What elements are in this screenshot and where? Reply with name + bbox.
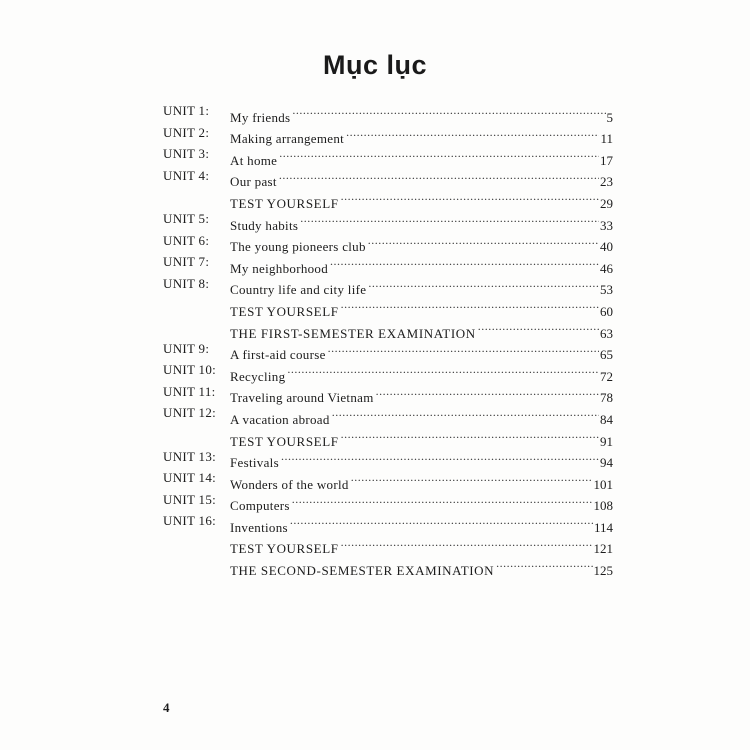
toc-row xyxy=(163,553,613,579)
toc-row xyxy=(163,338,613,363)
toc-row xyxy=(163,402,613,427)
toc-dot-leader xyxy=(292,100,605,122)
toc-page-number: 33 xyxy=(600,217,613,233)
toc-row xyxy=(163,294,613,319)
toc-page-number: 94 xyxy=(600,455,613,471)
toc-row xyxy=(163,143,613,168)
toc-page-number: 11 xyxy=(600,131,613,147)
toc-page-number: 23 xyxy=(600,174,613,190)
toc-unit-label: UNIT 10: xyxy=(163,362,217,378)
toc-unit-label: UNIT 16: xyxy=(163,513,217,529)
toc-entry-title: A vacation abroad xyxy=(230,411,330,427)
toc-page-number: 46 xyxy=(600,260,613,276)
toc-dot-leader xyxy=(292,489,593,511)
toc-entry-title: Inventions xyxy=(230,519,288,535)
toc-entry-title: Computers xyxy=(230,498,290,514)
toc-row xyxy=(163,316,613,341)
toc-row xyxy=(163,122,613,147)
toc-entry-title: Wonders of the world xyxy=(230,476,349,492)
toc-dot-leader xyxy=(368,230,599,252)
toc-dot-leader xyxy=(290,510,593,532)
toc-unit-label: UNIT 5: xyxy=(163,210,210,226)
toc-unit-label: UNIT 1: xyxy=(163,103,210,118)
toc-entry-title: Traveling around Vietnam xyxy=(230,390,374,406)
toc-dot-leader xyxy=(287,359,599,381)
toc-dot-leader xyxy=(346,122,599,144)
toc-entry-title: THE FIRST-SEMESTER EXAMINATION xyxy=(230,325,476,341)
toc-page-number: 108 xyxy=(593,498,613,514)
table-of-contents xyxy=(163,100,613,579)
toc-dot-leader xyxy=(496,553,592,575)
toc-entry-title: Our past xyxy=(230,174,277,190)
toc-page-number: 78 xyxy=(600,390,613,406)
page-number: 4 xyxy=(163,700,170,715)
toc-page-number: 65 xyxy=(600,347,613,363)
toc-unit-label: UNIT 8: xyxy=(163,275,210,291)
toc-unit-label: UNIT 12: xyxy=(163,405,217,421)
toc-page-number: 91 xyxy=(600,433,613,449)
toc-entry-title: The young pioneers club xyxy=(230,239,366,255)
toc-row xyxy=(163,230,613,255)
toc-row xyxy=(163,510,613,535)
toc-entry-title: TEST YOURSELF xyxy=(230,195,339,211)
toc-page-number: 60 xyxy=(600,303,613,319)
toc-page-number: 101 xyxy=(593,476,613,492)
toc-unit-label: UNIT 13: xyxy=(163,448,217,464)
toc-page-number: 63 xyxy=(600,325,613,341)
toc-dot-leader xyxy=(341,294,599,316)
toc-entry-title: Making arrangement xyxy=(230,131,345,147)
toc-unit-label: UNIT 11: xyxy=(163,383,216,399)
toc-row xyxy=(163,208,613,233)
toc-row xyxy=(163,273,613,298)
toc-entry-title: Study habits xyxy=(230,217,299,233)
toc-dot-leader xyxy=(328,338,599,360)
toc-row xyxy=(163,532,613,557)
toc-entry-title: TEST YOURSELF xyxy=(230,303,339,319)
toc-dot-leader xyxy=(341,532,593,554)
page-title: Mục lục xyxy=(322,50,427,80)
toc-dot-leader xyxy=(341,186,599,208)
toc-page-number: 125 xyxy=(593,563,613,579)
toc-unit-label: UNIT 4: xyxy=(163,167,210,183)
toc-unit-label: UNIT 9: xyxy=(163,340,210,356)
toc-unit-label: UNIT 15: xyxy=(163,491,217,507)
toc-unit-label: UNIT 3: xyxy=(163,146,210,162)
toc-page-number: 5 xyxy=(606,109,613,125)
toc-page-number: 40 xyxy=(600,239,613,255)
toc-row xyxy=(163,100,613,125)
toc-entry-title: Festivals xyxy=(230,455,279,471)
toc-unit-label: UNIT 7: xyxy=(163,254,210,270)
toc-dot-leader xyxy=(368,273,599,295)
toc-unit-label: UNIT 6: xyxy=(163,232,210,248)
toc-entry-title: At home xyxy=(230,152,278,168)
toc-entry-title: Country life and city life xyxy=(230,282,367,298)
toc-page-number: 17 xyxy=(600,152,613,168)
toc-row xyxy=(163,446,613,471)
toc-dot-leader xyxy=(300,208,599,230)
toc-entry-title: TEST YOURSELF xyxy=(230,541,339,557)
toc-row xyxy=(163,381,613,406)
toc-entry-title: THE SECOND-SEMESTER EXAMINATION xyxy=(230,563,495,579)
toc-row xyxy=(163,424,613,449)
toc-page-number: 114 xyxy=(593,519,613,535)
toc-row xyxy=(163,186,613,211)
toc-page-number: 84 xyxy=(600,411,613,427)
toc-dot-leader xyxy=(279,165,599,187)
toc-row xyxy=(163,467,613,492)
toc-dot-leader xyxy=(330,251,599,273)
toc-dot-leader xyxy=(478,316,599,338)
toc-unit-label: UNIT 14: xyxy=(163,470,217,486)
toc-row xyxy=(163,489,613,514)
toc-page-number: 53 xyxy=(600,282,613,298)
toc-dot-leader xyxy=(376,381,599,403)
toc-dot-leader xyxy=(341,424,599,446)
toc-dot-leader xyxy=(279,143,599,165)
toc-entry-title: Recycling xyxy=(230,368,286,384)
toc-dot-leader xyxy=(332,402,599,424)
toc-row xyxy=(163,359,613,384)
toc-row xyxy=(163,165,613,190)
toc-dot-leader xyxy=(351,467,593,489)
toc-unit-label: UNIT 2: xyxy=(163,124,210,140)
toc-entry-title: My neighborhood xyxy=(230,260,329,276)
toc-page-number: 72 xyxy=(600,368,613,384)
toc-entry-title: TEST YOURSELF xyxy=(230,433,339,449)
toc-entry xyxy=(230,553,613,581)
toc-dot-leader xyxy=(281,446,599,468)
toc-page-number: 29 xyxy=(600,195,613,211)
toc-entry-title: A first-aid course xyxy=(230,347,326,363)
toc-row xyxy=(163,251,613,276)
toc-page-number: 121 xyxy=(593,541,613,557)
toc-entry-title: My friends xyxy=(230,109,291,125)
